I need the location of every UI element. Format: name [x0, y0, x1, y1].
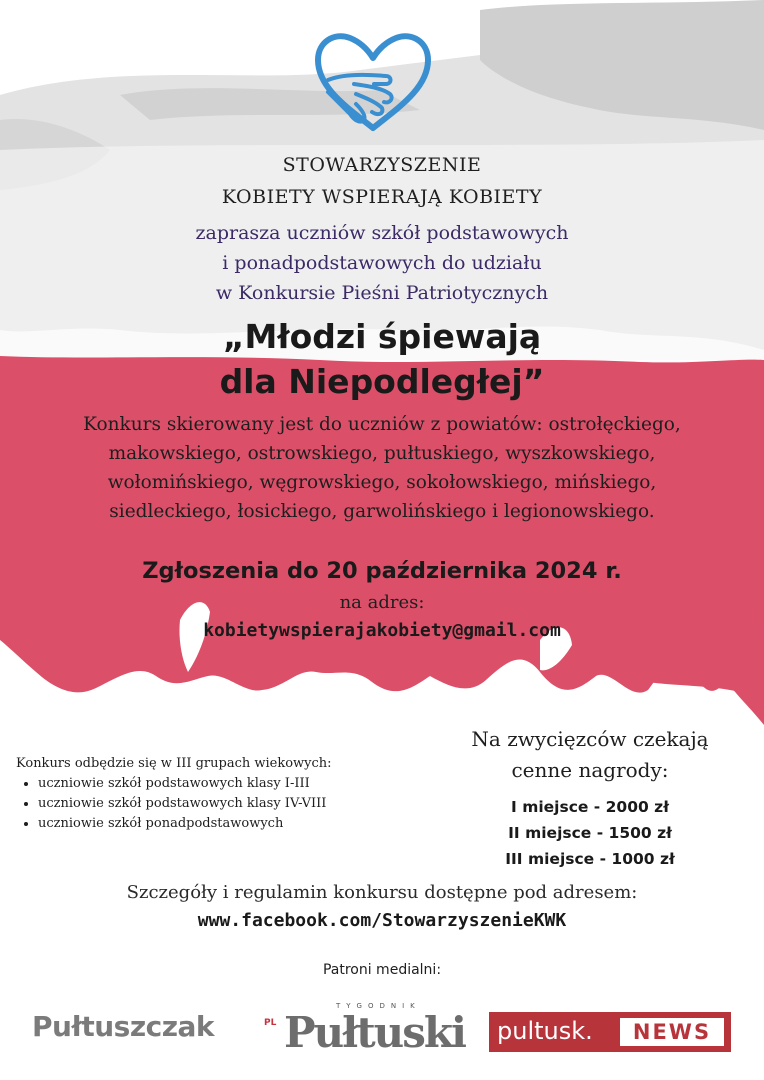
heart-hand-logo-icon — [308, 28, 438, 140]
prize-first: I miejsce - 2000 zł — [511, 798, 669, 816]
age-groups-intro: Konkurs odbędzie się w III grupach wiekowych: — [16, 756, 332, 771]
prize-second: II miejsce - 1500 zł — [508, 824, 672, 842]
age-groups-list — [16, 774, 436, 834]
patron-logo-text: Pułtuski — [284, 1008, 465, 1057]
details-text: Szczegóły i regulamin konkursu dostępne pod adresem: — [126, 882, 638, 903]
prizes-header-line: cenne nagrody: — [511, 758, 669, 782]
prizes-header-line: Na zwycięzców czekają — [471, 727, 709, 751]
patron-logo-pultuszczak — [32, 1010, 282, 1062]
title-line: dla Niepodległej” — [219, 362, 545, 401]
patron-logo-text: pultusk. — [497, 1017, 593, 1045]
facebook-link[interactable]: www.facebook.com/StowarzyszenieKWK — [197, 910, 567, 931]
address-label: na adres: — [339, 592, 425, 613]
prize-third: III miejsce - 1000 zł — [505, 850, 675, 868]
prizes-section — [430, 724, 750, 872]
patron-logo-pultusk-news — [489, 1012, 731, 1052]
patron-logo-text: Pułtuszczak — [32, 1010, 215, 1043]
invitation-line: zaprasza uczniów szkół podstawowych — [195, 222, 569, 244]
prizes-list — [430, 794, 750, 872]
org-name-line1: STOWARZYSZENIE — [282, 154, 482, 176]
patron-logo-subtitle: TYGODNIK — [336, 1002, 421, 1010]
title-line: „Młodzi śpiewają — [222, 317, 542, 356]
regions-paragraph — [0, 410, 764, 526]
regions-line: makowskiego, ostrowskiego, pułtuskiego, wyszkowskiego, — [108, 443, 656, 464]
regions-line: wołomińskiego, węgrowskiego, sokołowskiego, mińskiego, — [107, 472, 657, 493]
invitation-text — [0, 218, 764, 308]
org-name-line2: KOBIETY WSPIERAJĄ KOBIETY — [221, 186, 543, 208]
age-group-item: • uczniowie szkół podstawowych klasy IV-VIII — [38, 794, 436, 814]
patron-logo-badge: NEWS — [620, 1018, 724, 1046]
contact-email-link[interactable]: kobietywspierajakobiety@gmail.com — [203, 620, 561, 641]
age-group-item: • uczniowie szkół ponadpodstawowych — [38, 814, 436, 834]
media-patrons-label: Patroni medialni: — [322, 962, 442, 978]
submission-deadline: Zgłoszenia do 20 października 2024 r. — [142, 558, 622, 584]
contest-title — [0, 314, 764, 404]
regions-line: siedleckiego, łosickiego, garwolińskiego i legionowskiego. — [109, 501, 655, 522]
regions-line: Konkurs skierowany jest do uczniów z powiatów: ostrołęckiego, — [83, 414, 681, 435]
invitation-line: i ponadpodstawowych do udziału — [222, 252, 542, 274]
patron-logo-tygodnik-pultuski — [284, 1000, 476, 1062]
patron-logo-suffix: PL — [264, 1018, 277, 1028]
age-groups — [16, 756, 436, 834]
age-group-item: • uczniowie szkół podstawowych klasy I-III — [38, 774, 436, 794]
invitation-line: w Konkursie Pieśni Patriotycznych — [215, 282, 549, 304]
